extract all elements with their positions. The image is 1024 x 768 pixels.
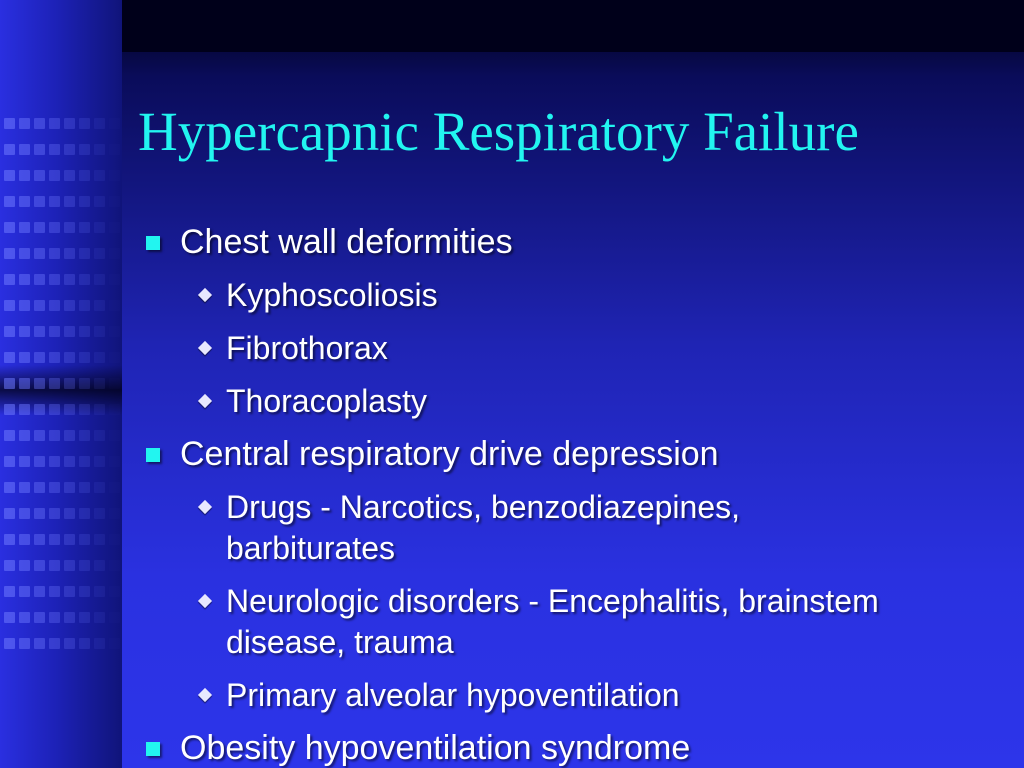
grid-cell — [64, 222, 75, 233]
grid-cell — [94, 482, 105, 493]
grid-cell — [79, 352, 90, 363]
grid-cell — [109, 196, 120, 207]
grid-cell — [64, 586, 75, 597]
grid-cell — [4, 534, 15, 545]
sub-bullet-text: Kyphoscoliosis — [226, 277, 438, 313]
grid-cell — [79, 118, 90, 129]
grid-cell — [94, 378, 105, 389]
grid-cell — [4, 456, 15, 467]
bullet-item — [122, 222, 1024, 263]
grid-cell — [34, 612, 45, 623]
grid-cell — [49, 404, 60, 415]
grid-cell — [49, 508, 60, 519]
grid-cell — [64, 378, 75, 389]
grid-cell — [4, 144, 15, 155]
grid-cell — [4, 430, 15, 441]
grid-cell — [19, 118, 30, 129]
grid-cell — [4, 222, 15, 233]
grid-cell — [64, 300, 75, 311]
grid-cell — [34, 430, 45, 441]
sub-bullet-item — [122, 487, 886, 569]
grid-cell — [109, 612, 120, 623]
grid-cell — [19, 534, 30, 545]
grid-cell — [109, 586, 120, 597]
grid-cell — [109, 352, 120, 363]
grid-cell — [34, 586, 45, 597]
grid-cell — [64, 534, 75, 545]
grid-cell — [19, 586, 30, 597]
grid-cell — [19, 300, 30, 311]
grid-cell — [109, 118, 120, 129]
grid-cell — [109, 508, 120, 519]
grid-cell — [49, 378, 60, 389]
grid-cell — [94, 300, 105, 311]
grid-cell — [49, 300, 60, 311]
grid-cell — [49, 196, 60, 207]
grid-cell — [79, 508, 90, 519]
sub-bullet-text: Fibrothorax — [226, 330, 388, 366]
grid-cell — [49, 352, 60, 363]
sub-bullet-item — [122, 275, 886, 316]
grid-cell — [79, 612, 90, 623]
grid-cell — [64, 196, 75, 207]
grid-cell — [4, 508, 15, 519]
grid-cell — [64, 612, 75, 623]
sub-bullet-item — [122, 581, 886, 663]
diamond-bullet-icon — [198, 500, 212, 514]
grid-cell — [49, 638, 60, 649]
grid-cell — [49, 456, 60, 467]
diamond-bullet-icon — [198, 341, 212, 355]
square-bullet-icon — [146, 236, 160, 250]
grid-cell — [49, 144, 60, 155]
sub-bullet-item — [122, 675, 886, 716]
sub-bullet-text: Drugs - Narcotics, benzodiazepines, barbiturates — [226, 489, 741, 566]
grid-cell — [49, 222, 60, 233]
grid-cell — [4, 482, 15, 493]
grid-cell — [19, 196, 30, 207]
grid-cell — [4, 612, 15, 623]
grid-cell — [79, 326, 90, 337]
grid-cell — [34, 534, 45, 545]
grid-cell — [19, 612, 30, 623]
grid-cell — [79, 586, 90, 597]
grid-cell — [4, 586, 15, 597]
grid-cell — [64, 430, 75, 441]
slide-content — [122, 52, 1024, 768]
grid-cell — [94, 118, 105, 129]
grid-cell — [4, 560, 15, 571]
grid-cell — [94, 222, 105, 233]
grid-cell — [79, 456, 90, 467]
grid-cell — [64, 248, 75, 259]
grid-cell — [94, 508, 105, 519]
grid-cell — [79, 274, 90, 285]
grid-cell — [34, 144, 45, 155]
grid-cell — [4, 326, 15, 337]
grid-cell — [4, 378, 15, 389]
side-grid-pattern — [4, 118, 122, 658]
grid-cell — [109, 638, 120, 649]
grid-cell — [109, 300, 120, 311]
grid-cell — [49, 482, 60, 493]
grid-cell — [109, 144, 120, 155]
diamond-bullet-icon — [198, 688, 212, 702]
bullet-item — [122, 434, 1024, 475]
grid-cell — [4, 274, 15, 285]
grid-cell — [4, 196, 15, 207]
grid-cell — [19, 144, 30, 155]
grid-cell — [4, 118, 15, 129]
grid-cell — [64, 456, 75, 467]
grid-cell — [19, 378, 30, 389]
sub-bullet-item — [122, 381, 886, 422]
grid-cell — [34, 378, 45, 389]
grid-cell — [34, 482, 45, 493]
grid-cell — [49, 534, 60, 545]
grid-cell — [64, 508, 75, 519]
grid-cell — [94, 404, 105, 415]
square-bullet-icon — [146, 448, 160, 462]
grid-cell — [34, 638, 45, 649]
grid-cell — [94, 456, 105, 467]
grid-cell — [64, 638, 75, 649]
grid-cell — [19, 430, 30, 441]
grid-cell — [79, 196, 90, 207]
grid-cell — [79, 404, 90, 415]
grid-cell — [109, 170, 120, 181]
grid-cell — [79, 534, 90, 545]
grid-cell — [64, 560, 75, 571]
grid-cell — [49, 248, 60, 259]
grid-cell — [4, 404, 15, 415]
grid-cell — [34, 508, 45, 519]
grid-cell — [19, 326, 30, 337]
square-bullet-icon — [146, 742, 160, 756]
grid-cell — [49, 612, 60, 623]
grid-cell — [19, 638, 30, 649]
grid-cell — [34, 404, 45, 415]
grid-cell — [19, 170, 30, 181]
grid-cell — [19, 560, 30, 571]
grid-cell — [94, 534, 105, 545]
grid-cell — [64, 352, 75, 363]
grid-cell — [49, 430, 60, 441]
grid-cell — [109, 456, 120, 467]
top-decoration-band — [122, 0, 1024, 52]
grid-cell — [79, 170, 90, 181]
grid-cell — [109, 404, 120, 415]
grid-cell — [94, 352, 105, 363]
grid-cell — [109, 534, 120, 545]
sub-bullet-text: Neurologic disorders - Encephalitis, brainstem disease, trauma — [226, 583, 879, 660]
grid-cell — [34, 560, 45, 571]
bullet-text: Obesity hypoventilation syndrome — [180, 729, 691, 767]
grid-cell — [34, 196, 45, 207]
bullet-list — [122, 222, 1024, 768]
grid-cell — [34, 300, 45, 311]
grid-cell — [79, 378, 90, 389]
grid-cell — [49, 274, 60, 285]
grid-cell — [94, 326, 105, 337]
grid-cell — [109, 222, 120, 233]
grid-cell — [34, 274, 45, 285]
grid-cell — [49, 118, 60, 129]
grid-cell — [79, 430, 90, 441]
sub-bullet-text: Primary alveolar hypoventilation — [226, 677, 680, 713]
grid-cell — [109, 248, 120, 259]
grid-cell — [34, 248, 45, 259]
grid-cell — [49, 170, 60, 181]
grid-cell — [94, 560, 105, 571]
sub-bullet-text: Thoracoplasty — [226, 383, 427, 419]
grid-cell — [19, 274, 30, 285]
grid-cell — [94, 274, 105, 285]
grid-cell — [49, 586, 60, 597]
grid-cell — [34, 222, 45, 233]
grid-cell — [64, 118, 75, 129]
diamond-bullet-icon — [198, 594, 212, 608]
grid-cell — [4, 170, 15, 181]
grid-cell — [4, 352, 15, 363]
grid-cell — [19, 508, 30, 519]
grid-cell — [79, 248, 90, 259]
bullet-text: Central respiratory drive depression — [180, 435, 719, 473]
grid-cell — [64, 170, 75, 181]
grid-cell — [34, 456, 45, 467]
grid-cell — [79, 482, 90, 493]
grid-cell — [34, 170, 45, 181]
grid-cell — [94, 248, 105, 259]
grid-cell — [34, 326, 45, 337]
grid-cell — [109, 482, 120, 493]
grid-cell — [19, 404, 30, 415]
grid-cell — [94, 170, 105, 181]
grid-cell — [19, 482, 30, 493]
grid-cell — [64, 404, 75, 415]
grid-cell — [94, 638, 105, 649]
grid-cell — [49, 326, 60, 337]
grid-cell — [79, 560, 90, 571]
sub-bullet-item — [122, 328, 886, 369]
grid-cell — [94, 144, 105, 155]
grid-cell — [64, 274, 75, 285]
grid-cell — [34, 118, 45, 129]
grid-cell — [19, 352, 30, 363]
grid-cell — [94, 612, 105, 623]
grid-cell — [79, 144, 90, 155]
grid-cell — [19, 456, 30, 467]
grid-cell — [4, 300, 15, 311]
grid-cell — [19, 248, 30, 259]
grid-cell — [109, 274, 120, 285]
grid-cell — [94, 196, 105, 207]
bullet-item — [122, 728, 1024, 768]
grid-cell — [4, 248, 15, 259]
grid-cell — [109, 378, 120, 389]
grid-cell — [79, 222, 90, 233]
grid-cell — [4, 638, 15, 649]
grid-cell — [94, 430, 105, 441]
slide-title: Hypercapnic Respiratory Failure — [138, 101, 859, 162]
grid-cell — [64, 482, 75, 493]
grid-cell — [79, 300, 90, 311]
bullet-text: Chest wall deformities — [180, 223, 513, 261]
grid-cell — [64, 326, 75, 337]
diamond-bullet-icon — [198, 288, 212, 302]
grid-cell — [109, 326, 120, 337]
grid-cell — [79, 638, 90, 649]
grid-cell — [109, 430, 120, 441]
grid-cell — [109, 560, 120, 571]
grid-cell — [49, 560, 60, 571]
diamond-bullet-icon — [198, 394, 212, 408]
grid-cell — [94, 586, 105, 597]
grid-cell — [64, 144, 75, 155]
grid-cell — [19, 222, 30, 233]
grid-cell — [34, 352, 45, 363]
